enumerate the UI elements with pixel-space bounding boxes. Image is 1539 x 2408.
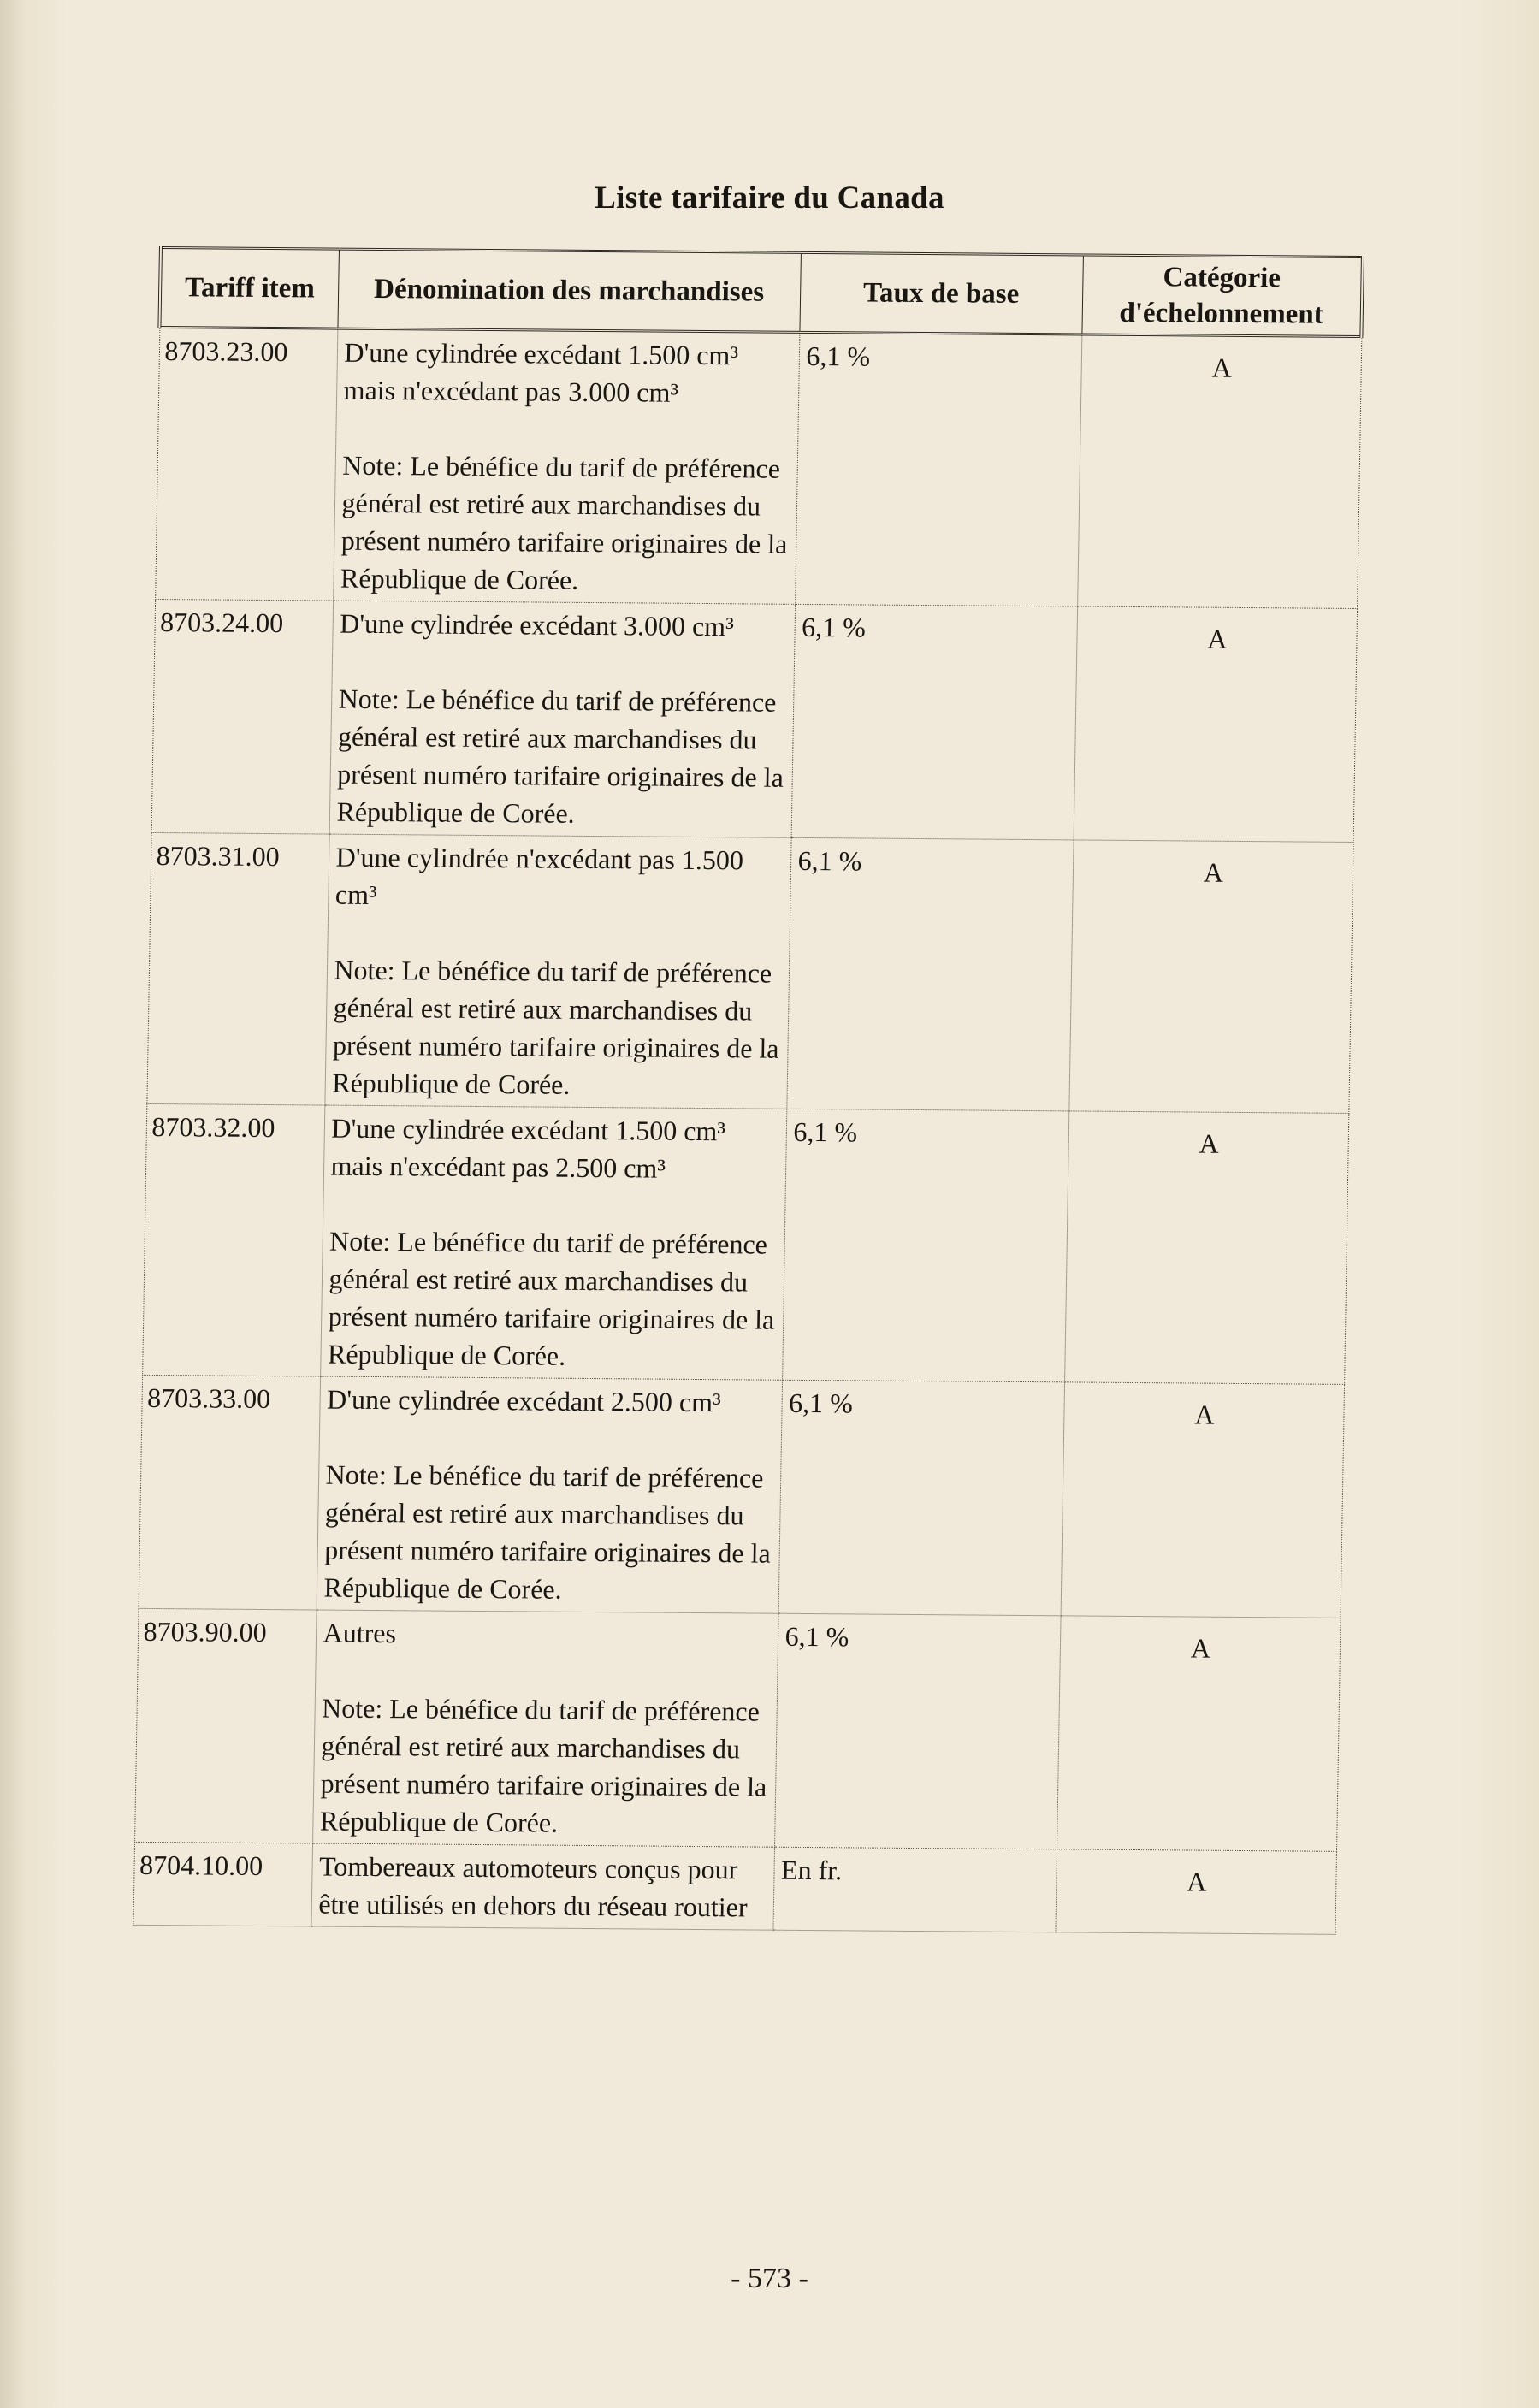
description-text: Autres xyxy=(323,1617,397,1649)
description-cell xyxy=(312,1610,778,1847)
base-rate-cell: 6,1 % xyxy=(795,332,1081,606)
base-rate-cell: 6,1 % xyxy=(778,1380,1065,1616)
table-row xyxy=(139,1375,1344,1618)
tariff-item-cell: 8703.90.00 xyxy=(134,1608,317,1843)
base-rate-cell: En fr. xyxy=(772,1847,1057,1932)
table-row xyxy=(151,599,1357,842)
description-cell xyxy=(320,1105,786,1380)
header-staging-line2: d'échelonnement xyxy=(1119,297,1324,330)
staging-category-cell: A xyxy=(1064,1111,1348,1385)
description-cell xyxy=(324,834,790,1109)
header-staging-category xyxy=(1081,255,1363,337)
base-rate-cell: 6,1 % xyxy=(786,837,1073,1111)
description-text: D'une cylindrée excédant 3.000 cm³ xyxy=(339,607,735,642)
header-staging-line1: Catégorie xyxy=(1163,262,1282,294)
staging-category-cell: A xyxy=(1074,606,1358,843)
table-row xyxy=(133,1842,1336,1934)
header-description: Dénomination des marchandises xyxy=(337,249,801,332)
page-title: Liste tarifaire du Canada xyxy=(595,180,944,216)
staging-category-cell: A xyxy=(1077,334,1361,609)
table-row xyxy=(134,1608,1340,1851)
staging-category-cell: A xyxy=(1061,1382,1345,1618)
description-cell xyxy=(333,328,799,604)
table-header-row xyxy=(159,248,1362,337)
description-text: Tombereaux automoteurs conçus pour être utilisés en dehors du réseau routier xyxy=(318,1850,748,1923)
description-text: D'une cylindrée excédant 1.500 cm³ mais n'excédant pas 3.000 cm³ xyxy=(343,336,739,408)
tariff-item-cell: 8703.23.00 xyxy=(155,328,337,601)
description-text: D'une cylindrée excédant 1.500 cm³ mais n'excédant pas 2.500 cm³ xyxy=(330,1112,726,1184)
header-tariff-item: Tariff item xyxy=(159,248,339,329)
table-row xyxy=(155,328,1361,609)
table-row xyxy=(142,1103,1348,1384)
tariff-table xyxy=(131,246,1364,1935)
tariff-item-cell: 8704.10.00 xyxy=(133,1842,312,1926)
note-text: Note: Le bénéfice du tarif de préférence général est retiré aux marchandises du présent numéro tarifaire originaires de la République de Corée. xyxy=(340,449,788,595)
staging-category-cell: A xyxy=(1068,840,1353,1114)
tariff-item-cell: 8703.31.00 xyxy=(146,832,329,1105)
description-text: D'une cylindrée n'excédant pas 1.500 cm³ xyxy=(334,841,744,911)
base-rate-cell: 6,1 % xyxy=(774,1613,1061,1849)
description-cell xyxy=(311,1843,774,1930)
table-row xyxy=(146,832,1353,1113)
description-cell xyxy=(317,1376,783,1613)
staging-category-cell: A xyxy=(1055,1849,1336,1935)
note-text: Note: Le bénéfice du tarif de préférence général est retiré aux marchandises du présent numéro tarifaire originaires de la République de Corée. xyxy=(327,1225,775,1371)
note-text: Note: Le bénéfice du tarif de préférence général est retiré aux marchandises du présent numéro tarifaire originaires de la République de Corée. xyxy=(332,954,779,1100)
note-text: Note: Le bénéfice du tarif de préférence général est retiré aux marchandises du présent numéro tarifaire originaires de la République de Corée. xyxy=(336,683,784,829)
tariff-item-cell: 8703.24.00 xyxy=(151,599,334,834)
staging-category-cell: A xyxy=(1057,1616,1341,1852)
base-rate-cell: 6,1 % xyxy=(782,1109,1068,1382)
description-text: D'une cylindrée excédant 2.500 cm³ xyxy=(326,1383,721,1418)
note-text: Note: Le bénéfice du tarif de préférence général est retiré aux marchandises du présent numéro tarifaire originaires de la République de Corée. xyxy=(323,1458,772,1605)
note-text: Note: Le bénéfice du tarif de préférence général est retiré aux marchandises du présent numéro tarifaire originaires de la République de Corée. xyxy=(319,1692,767,1838)
description-cell xyxy=(329,601,796,837)
tariff-item-cell: 8703.32.00 xyxy=(142,1103,324,1376)
base-rate-cell: 6,1 % xyxy=(791,604,1078,840)
tariff-item-cell: 8703.33.00 xyxy=(139,1375,321,1610)
page-number: - 573 - xyxy=(731,2263,808,2294)
tariff-table-container xyxy=(131,246,1361,1935)
header-base-rate: Taux de base xyxy=(799,252,1083,334)
